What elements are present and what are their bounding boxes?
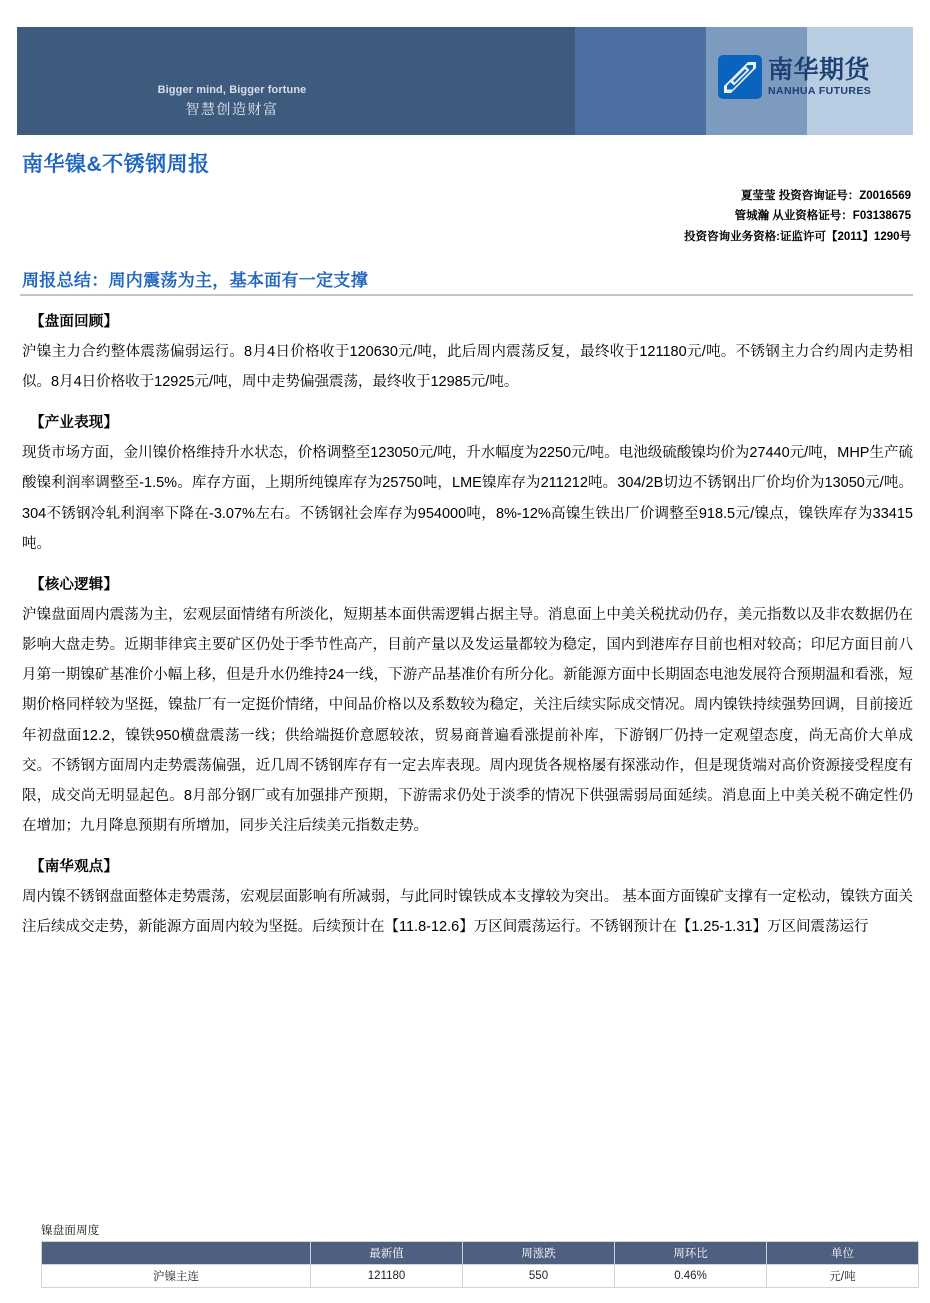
nickel-weekly-table bbox=[41, 1241, 919, 1288]
table-cell-weekly-change: 550 bbox=[463, 1265, 615, 1288]
table-col-header-latest: 最新值 bbox=[311, 1242, 463, 1265]
page-title: 南华镍&不锈钢周报 bbox=[22, 153, 210, 176]
logo-text-chinese: 南华期货 bbox=[768, 55, 871, 84]
logo-text-english: NANHUA FUTURES bbox=[768, 84, 872, 97]
table-cell-weekly-pct: 0.46% bbox=[615, 1265, 767, 1288]
table-col-header-weekly-change: 周涨跌 bbox=[463, 1242, 615, 1265]
slogan-chinese: 智慧创造财富 bbox=[185, 100, 279, 117]
section-body-market-review: 沪镍主力合约整体震荡偏弱运行。8月4日价格收于120630元/吨，此后周内震荡反复，最终收于121180元/吨。不锈钢主力合约周内走势相似。8月4日价格收于12925元/吨，周中走势偏强震荡，最终收于12985元/吨。 bbox=[22, 344, 913, 391]
section-body-industry-performance: 现货市场方面，金川镍价格维持升水状态，价格调整至123050元/吨，升水幅度为2250元/吨。电池级硫酸镍均价为27440元/吨，MHP生产硫酸镍利润率调整至-1.5%。库存方面，上期所纯镍库存为25750吨，LME镍库存为211212吨。304/2B切边不锈钢出厂价均价为13050元/吨。304不锈钢冷轧利润率下降在-3.07%左右。不锈钢社会库存为954000吨，8%-12%高镍生铁出厂价调整至918.5元/镍点，镍铁库存为33415吨。 bbox=[22, 445, 914, 552]
table-col-header-weekly-pct: 周环比 bbox=[615, 1242, 767, 1265]
nanhua-logo bbox=[718, 55, 871, 99]
credential-line-license: 投资咨询业务资格:证监许可【2011】1290号 bbox=[684, 230, 911, 243]
table-cell-unit: 元/吨 bbox=[767, 1265, 919, 1288]
nanhua-logo-mark-icon bbox=[718, 55, 762, 99]
section-title-industry-performance: 【产业表现】 bbox=[30, 415, 119, 432]
table-cell-name: 沪镍主连 bbox=[42, 1265, 311, 1288]
table-header-row bbox=[42, 1242, 919, 1265]
credential-line-assistant: 管城瀚 从业资格证号：F03138675 bbox=[734, 210, 911, 223]
table-row bbox=[42, 1265, 919, 1288]
section-title-market-review: 【盘面回顾】 bbox=[30, 314, 119, 330]
table-col-header-unit: 单位 bbox=[767, 1242, 919, 1265]
table-caption: 镍盘面周度 bbox=[41, 1225, 100, 1237]
table-cell-latest: 121180 bbox=[311, 1265, 463, 1288]
summary-heading: 周报总结：周内震荡为主，基本面有一定支撑 bbox=[22, 271, 368, 290]
section-body-core-logic: 沪镍盘面周内震荡为主，宏观层面情绪有所淡化，短期基本面供需逻辑占据主导。消息面上中美关税扰动仍存，美元指数以及非农数据仍在影响大盘走势。近期菲律宾主要矿区仍处于季节性高产，目前产量以及发运量都较为稳定，国内到港库存目前也相对较高；印尼方面目前八月第一期镍矿基准价小幅上移，但是升水仍维持24一线，下游产品基准价有所分化。新能源方面中长期固态电池发展符合预期温和看涨，短期价格同样较为坚挺，镍盐厂有一定挺价情绪，中间品价格以及系数较为稳定，关注后续实际成交情况。周内镍铁持续强势回调，目前接近年初盘面12.2，镍铁950横盘震荡一线；供给端挺价意愿较浓，贸易商普遍看涨提前补库，下游钢厂仍持一定观望态度，尚无高价大单成交。不锈钢方面周内走势震荡偏强，近几周不锈钢库存有一定去库表现。周内现货各规格屡有探涨动作，但是现货端对高价资源接受程度有限，成交尚无明显起色。8月部分钢厂或有加强排产预期，下游需求仍处于淡季的情况下供强需弱局面延续。消息面上中美关税不确定性仍在增加；九月降息预期有所增加，同步关注后续美元指数走势。 bbox=[22, 606, 913, 835]
section-body-nanhua-viewpoint: 周内镍不锈钢盘面整体走势震荡，宏观层面影响有所减弱，与此同时镍铁成本支撑较为突出。 基本面方面镍矿支撑有一定松动，镍铁方面关注后续成交走势，新能源方面周内较为坚挺。后续预计在【11.8-12.6】万区间震荡运行。不锈钢预计在【1.25-1.31】万区间震荡运行 bbox=[22, 889, 913, 936]
table-col-header-name bbox=[42, 1242, 311, 1265]
banner-band-2 bbox=[575, 27, 706, 135]
logo-wordmark bbox=[768, 55, 872, 97]
analyst-credentials bbox=[684, 186, 911, 247]
credential-line-analyst: 夏莹莹 投资咨询证号：Z0016569 bbox=[741, 190, 911, 202]
slogan-english: Bigger mind, Bigger fortune bbox=[157, 84, 307, 96]
banner-band-1 bbox=[17, 27, 575, 135]
nickel-weekly-table-block bbox=[41, 1222, 914, 1288]
section-title-core-logic: 【核心逻辑】 bbox=[30, 576, 119, 593]
summary-divider bbox=[20, 294, 913, 296]
section-title-nanhua-viewpoint: 【南华观点】 bbox=[30, 859, 119, 876]
report-body bbox=[22, 306, 913, 945]
